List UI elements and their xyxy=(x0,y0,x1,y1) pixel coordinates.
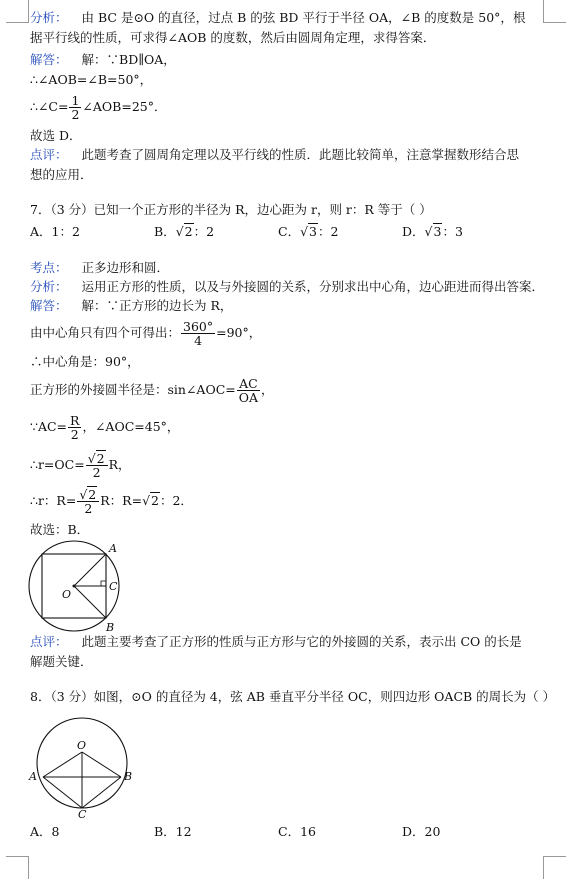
q7-fraction-sqrt2-2b: $\frac{√2}{2}$ xyxy=(77,488,99,515)
q8-option-c: C．16 xyxy=(278,824,316,839)
q7-fraction-r-2: $\frac{R}{2}$ xyxy=(70,413,80,442)
q7-option-b: B．√2：2 xyxy=(154,224,215,239)
q7-comment-label: 点评： xyxy=(30,634,68,649)
q7-line6: ∴r：R= $\frac{√2}{2}$ R：R=√2：2． xyxy=(30,487,193,516)
q7-keypoint: 考点： 正多边形和圆． xyxy=(30,260,170,275)
q7-line1: 由中心角只有四个可得出： $\frac{360^\circ}{4}$ =90°， xyxy=(30,319,262,348)
corner-mark-top-right xyxy=(543,0,566,23)
p1-comment-text: 此题考查了圆周角定理以及平行线的性质．此题比较简单，注意掌握数形结合思想的应用． xyxy=(30,147,520,182)
corner-mark-top-left xyxy=(6,0,29,23)
q7-label-o: O xyxy=(62,588,72,601)
p1-fraction: $\frac{1}{2}$ xyxy=(71,93,80,122)
p1-analysis-label: 分析： xyxy=(30,10,68,25)
q7-right-angle-mark xyxy=(101,581,106,586)
q7-comment: 点评： 此题主要考查了正方形的性质与正方形与它的外接圆的关系，表示出 CO 的长是解题关键． xyxy=(30,634,522,669)
q8-stem: 8．（3 分）如图，⊙O 的直径为 4，弦 AB 垂直平分半径 OC，则四边形 OACB 的周长为（ ） xyxy=(30,689,556,704)
p1-comment xyxy=(30,145,530,185)
q7-line4: ∵AC= $\frac{R}{2}$ ，∠AOC=45°， xyxy=(30,413,180,442)
p1-analysis-text: 由 BC 是⊙O 的直径，过点 B 的弦 BD 平行于半径 OA，∠B 的度数是 50°，根据平行线的性质，可求得∠AOB 的度数，然后由圆周角定理，求得答案． xyxy=(30,10,526,45)
q7-analysis-label: 分析： xyxy=(30,279,68,294)
q7-seg-ob xyxy=(74,586,106,618)
q7-choose: 故选：B． xyxy=(30,522,90,537)
corner-mark-bottom-right xyxy=(543,856,566,879)
p1-comment-label: 点评： xyxy=(30,147,68,162)
q7-label-c: C xyxy=(109,580,118,593)
p1-answer-line1: 解：∵BD∥OA， xyxy=(81,52,176,67)
q7-fraction-ac-oa: $\frac{AC}{OA}$ xyxy=(238,376,259,405)
corner-mark-bottom-left xyxy=(6,856,29,879)
q8-seg-ob xyxy=(82,752,121,777)
q7-center-dot xyxy=(73,585,76,588)
q8-option-b: B．12 xyxy=(154,824,192,839)
q7-answer-label: 解答： xyxy=(30,298,68,313)
q8-label-b: B xyxy=(124,770,133,783)
q7-line3: 正方形的外接圆半径是：sin∠AOC= $\frac{AC}{OA}$ ， xyxy=(30,376,274,405)
q8-label-c: C xyxy=(78,808,87,820)
q7-label-b: B xyxy=(106,621,115,634)
q8-option-d: D．20 xyxy=(402,824,441,839)
q7-stem: 7．（3 分）已知一个正方形的半径为 R，边心距为 r，则 r：R 等于（ ） xyxy=(30,202,432,217)
q7-fraction-sqrt2-2: $\frac{√2}{2}$ xyxy=(86,452,108,479)
q7-figure xyxy=(26,538,132,636)
q7-fraction-360: $\frac{360^\circ}{4}$ xyxy=(183,319,214,348)
p1-answer-label: 解答： xyxy=(30,52,68,67)
q8-seg-oa xyxy=(43,752,82,777)
q8-label-o: O xyxy=(77,739,87,752)
q8-option-a: A．8 xyxy=(30,824,60,839)
p1-line2: ∴∠AOB=∠B=50°， xyxy=(30,72,153,87)
q7-label-a: A xyxy=(109,542,117,555)
p1-line3: ∴∠C= $\frac{1}{2}$ ∠AOB=25°． xyxy=(30,93,167,122)
p1-answer xyxy=(30,52,176,68)
q7-option-d: D．√3：3 xyxy=(402,224,463,239)
q7-answer: 解答： 解：∵正方形的边长为 R， xyxy=(30,298,233,313)
q7-line2: ∴中心角是：90°， xyxy=(30,354,140,369)
q7-line5: ∴r=OC= $\frac{√2}{2}$ R， xyxy=(30,451,131,480)
q7-option-c: C．√3：2 xyxy=(278,224,339,239)
p1-choose: 故选 D． xyxy=(30,128,82,143)
q8-figure xyxy=(26,710,138,820)
q7-option-a: A．1：2 xyxy=(30,224,80,239)
p1-analysis xyxy=(30,8,530,48)
q7-keypoint-label: 考点： xyxy=(30,260,68,275)
q8-label-a: A xyxy=(29,770,37,783)
q7-analysis: 分析： 运用正方形的性质，以及与外接圆的关系，分别求出中心角，边心距进而得出答案． xyxy=(30,279,545,294)
